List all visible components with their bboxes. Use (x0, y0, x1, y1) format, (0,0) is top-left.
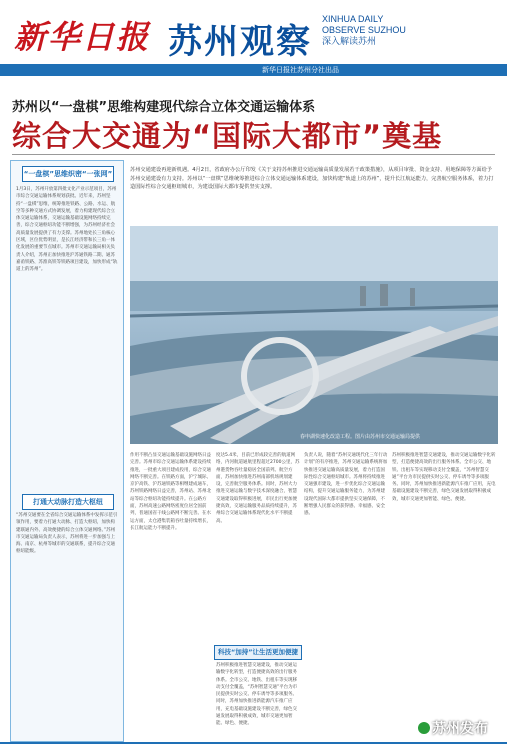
section-title: 苏州观察 (168, 22, 312, 62)
article-column-3: 负责人说，随着“苏州交通现代化三年行动计划”的有序推进，苏州交通运输系统将加快推进交通运输高质量发展，着力打造国际性综合交通枢纽城市。苏州将持续推进交通强市建设，进一步优化综合交通运输结构，提升交通运输服务能力，为苏州建设现代国际大都市提供坚实交通保障，不断增强人民群众的获得感、幸福感、安全感。 (304, 453, 388, 517)
lead-photo (130, 226, 498, 444)
section-heading: 科技“加持”让生活更加便捷 (214, 645, 302, 660)
sidebar-box-title: “一盘棋”思维织密“一张网” (22, 166, 114, 182)
english-line-2: OBSERVE SUZHOU (322, 25, 406, 35)
article-headline: 综合大交通为“国际大都市”奠基 (12, 119, 443, 153)
subheader-bar (0, 64, 507, 76)
english-line-3: 深入解读苏州 (322, 36, 377, 46)
article-column-2-continued: 苏州积极推进智慧交通建设，推动交通运输数字化转型，打造便捷高效的出行服务体系。全市公交、地铁、出租车等实现移动支付全覆盖，“苏州智慧交通”平台为市民提供实时公交、停车诱导等多项服务。同时，苏州加快推进新能源汽车推广应用，充电基础设施建设不断完善，绿色交通发展取得积极成效，城市交通更加智能、绿色、便捷。 (216, 663, 298, 727)
headline-divider (12, 154, 495, 155)
photo-caption: 春申湖快速化改造工程。图片由苏州市交通运输局提供 (300, 434, 421, 440)
watermark-text: 苏州发布 (432, 721, 488, 737)
watermark-logo-icon (418, 722, 430, 734)
article-intro: 苏州交通建设再迎新机遇。4月2日，省政府办公厅印发《关于支持苏州推进交通运输高质量发展若干政策措施》，从项目审批、资金支持、用地保障等方面给予苏州交通建设有力支持。苏州以“一盘棋”思维统筹推进综合立体交通运输体系建设，加快构建“轨道上的苏州”，提升长江航运能力，完善航空服务体系，着力打造国际性综合交通枢纽城市，为建设国际大都市提供坚实支撑。 (130, 167, 494, 191)
english-line-1: XINHUA DAILY (322, 14, 384, 24)
newspaper-logo: 新华日报 (14, 18, 151, 56)
article-column-1: 作用不断凸显交通运输基础设施网络日益完善。苏州市综合交通运输体系建设持续推进，一批重大项目建成投用，综合交通网络不断完善。在铁路方面，沪宁城际、京沪高铁、沪苏通铁路等相继建成通车，苏州铁路网络日益完善，苏州站、苏州北站等综合枢纽功能持续提升。在公路方面，苏州高速公路网络密度位居全国前列，普通国省干线公路网不断完善。在水运方面，太仓港集装箱吞吐量持续增长，长江航运能力不断提升。 (130, 453, 211, 531)
page-bottom-rule (0, 742, 507, 744)
sidebar-subtitle: 打通大动脉打造大枢纽 (22, 494, 114, 510)
sidebar-body-2: “苏州交通要在全省综合交通运输体系中发挥示范引领作用，要着力打通大动脉、打造大枢纽，加快构建联通内外、高效便捷的综合立体交通网络。”苏州市交通运输局负责人表示，苏州将进一步加强与上海、南京、杭州等城市的交通联系，提升综合交通枢纽能级。 (16, 513, 118, 555)
publisher-credit: 新华日报社苏州分社出品 (262, 66, 339, 74)
article-column-2: 度达5.4米，目前已形成较完善的航道网络，内河航道通航里程超过2700公里，苏州港货物吞吐量稳居全国前列。航空方面，苏州加快推进苏州南部机场规划建设，完善航空服务体系。同时，苏州大力推进交通运输与数字技术深度融合，智慧交通建设取得积极进展，市民出行更加便捷高效，交通运输服务品质持续提升，苏州综合交通运输体系现代化水平不断提高。 (216, 453, 300, 524)
article-kicker: 苏州以“一盘棋”思维构建现代综合立体交通运输体系 (12, 100, 316, 115)
highway-aerial-illustration (130, 226, 498, 444)
article-column-4: 苏州积极推进智慧交通建设，推动交通运输数字化转型，打造便捷高效的出行服务体系。全市公交、地铁、出租车等实现移动支付全覆盖，“苏州智慧交通”平台为市民提供实时公交、停车诱导等多项服务。同时，苏州加快推进新能源汽车推广应用，充电基础设施建设不断完善，绿色交通发展取得积极成效，城市交通更加智能、绿色、便捷。 (392, 453, 496, 502)
sidebar-body-1: 1月3日，苏州开放第四批文化产业示范项目，苏州市综合交通运输体系规划获批。近年来，苏州坚持“一盘棋”思维，统筹推进铁路、公路、水运、航空等多种交通方式协调发展，着力构建现代综合立体交通运输体系，交通运输基础设施网络持续完善，综合交通枢纽功能不断增强，为苏州经济社会高质量发展提供了有力支撑。苏州地处长三角核心区域，区位优势明显，是长江经济带和长三角一体化发展的重要节点城市。苏州市交通运输局相关负责人介绍，苏州正加快推进沪苏通铁路二期、通苏嘉甬铁路、苏淮高铁等铁路项目建设，加快形成“轨道上的苏州”。 (16, 187, 118, 273)
section-english-title (322, 14, 406, 47)
